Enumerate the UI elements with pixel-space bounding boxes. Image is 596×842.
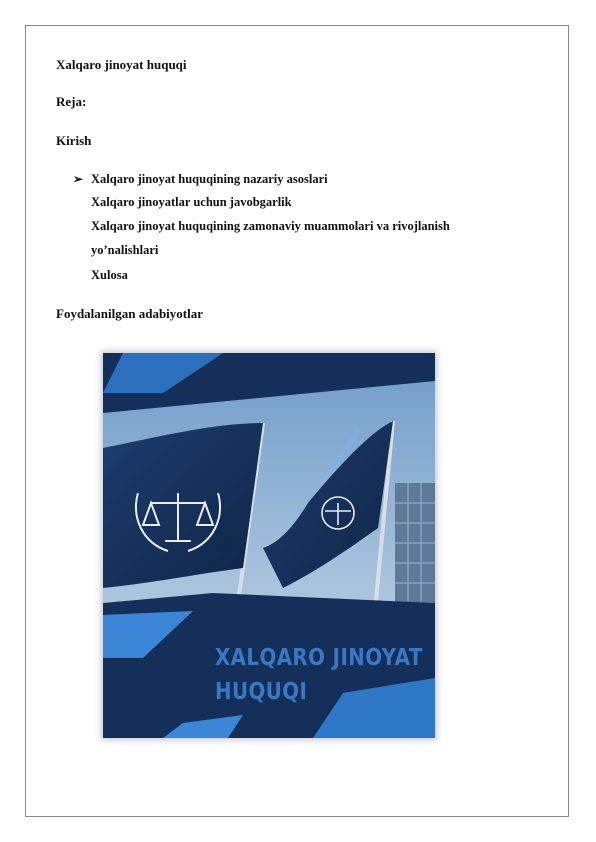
plan-item: Xalqaro jinoyatlar uchun javobgarlik — [91, 195, 292, 209]
plan-item: Xalqaro jinoyat huquqining nazariy asoslari — [91, 172, 328, 186]
cover-title-line2: HUQUQI — [215, 679, 308, 705]
plan-item-continuation: yo’nalishlari — [91, 243, 159, 257]
plan-label: Reja: — [56, 94, 87, 109]
cover-image — [103, 353, 435, 738]
icc-flag-left — [103, 423, 263, 588]
references-heading: Foydalanilgan adabiyotlar — [56, 306, 203, 321]
plan-item: Xulosa — [91, 268, 128, 282]
cover-title-line1: XALQARO JINOYAT — [215, 645, 423, 671]
document-title: Xalqaro jinoyat huquqi — [56, 57, 187, 72]
plan-item: Xalqaro jinoyat huquqining zamonaviy muammolari va rivojlanish — [91, 219, 450, 233]
arrow-bullet-icon: ➢ — [73, 172, 84, 186]
intro-heading: Kirish — [56, 133, 92, 148]
